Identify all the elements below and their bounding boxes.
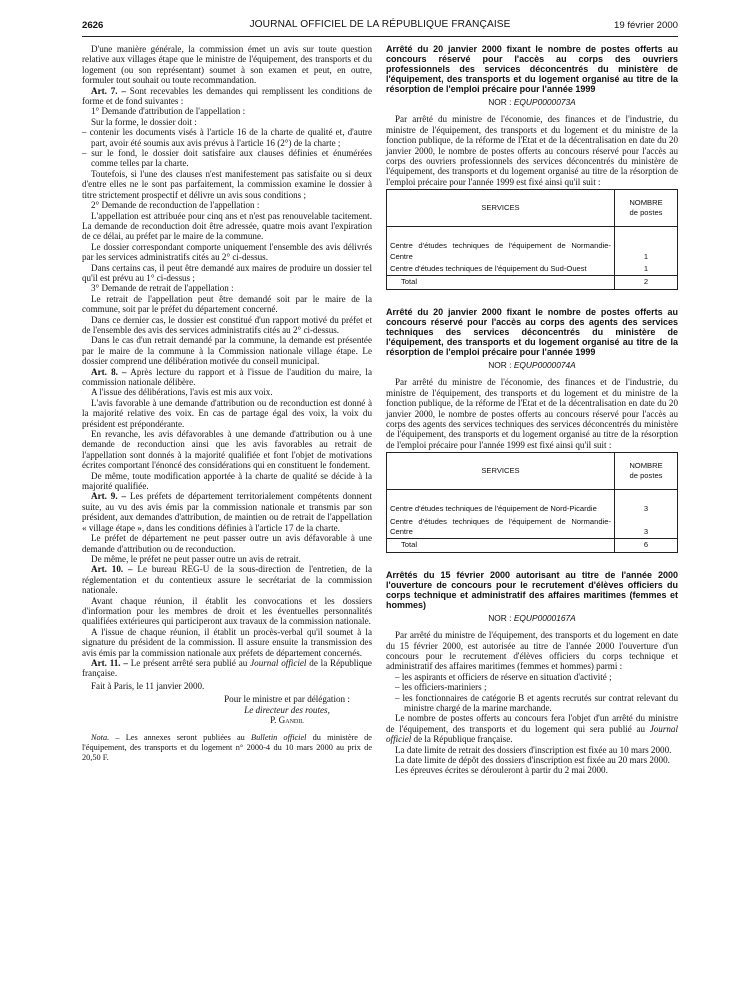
column-header-services: SERVICES xyxy=(387,453,615,490)
table-cell-total: Total xyxy=(387,539,615,552)
service-name: Centre d'études techniques de l'équipement de Normandie-Centre xyxy=(390,241,611,261)
column-header-nombre xyxy=(615,190,678,227)
article-text: Le présent arrêté sera publié au xyxy=(127,657,251,668)
spacer xyxy=(386,562,678,570)
list-item: – sur le fond, le dossier doit satisfaire aux clauses définies et énumérées comme telles par la charte. xyxy=(82,148,372,169)
article-text: Le bureau REG-U de la sous-direction de l'entretien, de la réglementation et du contentieux assure le secrétariat de la commission nationale. xyxy=(82,564,372,596)
paragraph: Toutefois, si l'une des clauses n'est manifestement pas satisfaite ou si deux d'entre elles ne le sont pas parfaitement, la commission examine le dossier à titre strictement prospectif et délivre un avis sous conditions ; xyxy=(82,168,372,200)
bulletin-name: Bulletin officiel xyxy=(251,733,307,743)
article-label: Art. 7. – xyxy=(91,85,126,96)
paragraph: L'appellation est attribuée pour cinq ans et n'est pas renouvelable tacitement. La demande de reconduction doit être adressée, quatre mois avant l'expiration de ce délai, au préfet par le maire de la commune. xyxy=(82,210,372,242)
paragraph: Avant chaque réunion, il établit les convocations et les dossiers d'information pour les membres de droit et les éventuelles personnalités qualifiées extérieures qui participeront aux travaux de la commission nationale. xyxy=(82,595,372,627)
text: Le nombre de postes offerts au concours fera l'objet d'un arrêté du ministre de l'équipement, des transports et du logement qui sera publié au xyxy=(386,713,678,734)
paragraph: La date limite de retrait des dossiers d'inscription est fixée au 10 mars 2000. xyxy=(395,744,672,755)
paragraph: L'avis favorable à une demande d'attribution ou de reconduction est donné à la majorité relative des voix. En cas de partage égal des voix, la voix du président est prépondérante. xyxy=(82,397,372,429)
signature-line-2 xyxy=(82,705,372,715)
paragraph: D'une manière générale, la commission émet un avis sur toute question relative aux villages étape que le ministre de l'équipement, des transports et du logement (ou son représentant) soumet à son examen et peut, en outre, formuler tout souhait ou toute recommandation. xyxy=(82,44,372,86)
header-line: NOMBRE xyxy=(629,460,663,470)
paragraph: Les épreuves écrites se dérouleront à partir du 2 mai 2000. xyxy=(395,765,608,776)
paragraph: La date limite de dépôt des dossiers d'inscription est fixée au 20 mars 2000. xyxy=(395,755,670,766)
posts-table xyxy=(386,189,678,290)
nor-label: NOR : xyxy=(488,612,514,623)
header-line: de postes xyxy=(629,208,663,218)
header-line: NOMBRE xyxy=(629,197,663,207)
section-title: Arrêté du 20 janvier 2000 fixant le nombre de postes offerts au concours réservé pour l'accès au corps des ouvriers professionnels des services déconcentrés du ministère de l'équipement, des transports et du logement organisé au titre de la résorption de l'emploi précaire pour l'année 1999 xyxy=(386,44,678,94)
table-cell-count: 1 xyxy=(615,227,678,263)
nor-code: EQUP0000167A xyxy=(513,612,576,623)
table-cell-service xyxy=(387,516,615,539)
paragraph: A l'issue des délibérations, l'avis est mis aux voix. xyxy=(91,387,273,398)
issue-date: 19 février 2000 xyxy=(614,20,678,31)
table-cell-count: 3 xyxy=(615,516,678,539)
column-header-services: SERVICES xyxy=(387,190,615,227)
note-text: – Les annexes seront publiées au xyxy=(109,733,251,743)
table-cell-total-count: 6 xyxy=(615,539,678,552)
article-label: Art. 8. – xyxy=(91,366,127,377)
signature-name: P. Gandil xyxy=(270,715,304,725)
paragraph: 1° Demande d'attribution de l'appellation : xyxy=(91,106,246,117)
paragraph: Par arrêté du ministre de l'économie, des finances et de l'industrie, du ministre de l'équipement, des transports et du logement et du ministre de la fonction publique, de la réforme de l'Etat et de la décentralisation en date du 20 janvier 2000, le nombre de postes offerts au concours réservé pour l'accès au corps des agents des services techniques des services déconcentrés du ministère de l'équipement, des transports et du logement organisé au titre de la résorption de l'emploi précaire pour l'année 1999 est fixé ainsi qu'il suit : xyxy=(386,377,678,450)
nor-code: EQUP0000074A xyxy=(513,359,576,370)
list-item: – les officiers-mariniers ; xyxy=(395,682,487,693)
signature-date: Fait à Paris, le 11 janvier 2000. xyxy=(91,680,205,691)
list-item: – les aspirants et officiers de réserve en situation d'activité ; xyxy=(395,671,612,682)
signature-title: Le directeur des routes, xyxy=(244,704,330,715)
journal-name: Journal officiel xyxy=(250,657,307,668)
journal-name: Journal officiel xyxy=(386,723,678,745)
article-11 xyxy=(82,658,372,679)
text: de la République française. xyxy=(411,734,513,745)
paragraph: Dans le cas d'un retrait demandé par la commune, la demande est présentée par le maire de la commune à la Commission nationale village étape. Le dossier comprend une délibération motivée du conseil municipal. xyxy=(82,335,372,367)
list-item: – les fonctionnaires de catégorie B et agents recrutés sur contrat relevant du ministre chargé de la marine marchande. xyxy=(395,692,678,713)
paragraph: 2° Demande de reconduction de l'appellation : xyxy=(91,200,260,211)
paragraph: Dans ce dernier cas, le dossier est constitué d'un rapport motivé du préfet et de l'ensemble des avis des services administratifs cités au 2° ci-dessus. xyxy=(82,314,372,335)
right-column xyxy=(386,44,678,776)
paragraph: Dans certains cas, il peut être demandé aux maires de produire un dossier tel qu'il est prévu au 1° ci-dessus ; xyxy=(82,262,372,283)
table-cell-total: Total xyxy=(387,276,615,289)
paragraph: Le préfet de département ne peut passer outre un avis défavorable à une demande d'attribution ou de reconduction. xyxy=(82,533,372,554)
article-7 xyxy=(82,86,372,107)
service-name: Centre d'études techniques de l'équipement de Normandie-Centre xyxy=(390,516,611,536)
paragraph: De même, le préfet ne peut passer outre un avis de retrait. xyxy=(91,553,301,564)
note-label: Nota. xyxy=(91,733,110,743)
article-9 xyxy=(82,491,372,533)
paragraph: De même, toute modification apportée à la charte de qualité se décide à la majorité qualifiée. xyxy=(82,470,372,492)
section-title: Arrêtés du 15 février 2000 autorisant au titre de l'année 2000 l'ouverture de concours pour le recrutement d'élèves officiers du corps technique et administratif des affaires maritimes (femmes et hommes) xyxy=(386,569,678,610)
article-label: Art. 10. – xyxy=(91,564,133,575)
service-name: Centre d'études techniques de l'équipement du Sud-Ouest xyxy=(390,264,587,274)
paragraph: Sur la forme, le dossier doit : xyxy=(91,116,197,127)
header-rule xyxy=(82,36,678,37)
article-text: de la République française. xyxy=(82,657,372,679)
paragraph: A l'issue de chaque réunion, il établit un procès-verbal qu'il soumet à la signature du président de la commission. Il assure ensuite la transmission des avis émis par la commission nationale aux préfets de département concernés. xyxy=(82,626,372,658)
paragraph: Par arrêté du ministre de l'équipement, des transports et du logement en date du 15 février 2000, est autorisée au titre de l'année 2000 l'ouverture d'un concours pour le recrutement d'élèves officiers du corps technique et administratif des affaires maritimes (femmes et hommes) parmi : xyxy=(386,630,678,672)
header-line: de postes xyxy=(629,471,663,481)
paragraph: 3° Demande de retrait de l'appellation : xyxy=(91,283,234,294)
nor-label: NOR : xyxy=(488,97,514,107)
article-10 xyxy=(82,564,372,595)
nor-label: NOR : xyxy=(488,359,514,370)
note-text: du ministère de l'équipement, des transports et du logement n° 2000-4 du 10 mars 2000 au prix de 20,50 F. xyxy=(82,733,372,762)
article-text: Les préfets de département territorialement compétents donnent suite, au vu des avis émis par la commission nationale et transmis par son président, aux demandes d'attribution, de maintien ou de retrait de l'appellation « village étape », dans les conditions définies à l'article 17 de la charte. xyxy=(82,491,372,533)
signature-line-1: Pour le ministre et par délégation : xyxy=(224,694,350,705)
paragraph: Le retrait de l'appellation peut être demandé soit par le maire de la commune, soit par le préfet du département concerné. xyxy=(82,293,372,315)
section-title: Arrêté du 20 janvier 2000 fixant le nombre de postes offerts au concours réservé pour l'accès au corps des agents des services techniques des services déconcentrés du ministère de l'équipement, des transports et du logement organisé au titre de la résorption de l'emploi précaire pour l'année 1999 xyxy=(386,306,678,357)
article-label: Art. 11. – xyxy=(91,657,128,668)
table-cell-service xyxy=(387,490,615,516)
paragraph: En revanche, les avis défavorables à une demande d'attribution ou à une demande de reconduction ainsi que les avis favorables au retrait de l'appellation sont donnés à la majorité qualifiée et font l'objet de motivations écrites comportant l'énoncé des considérations qui en constituent le fondement. xyxy=(82,429,372,471)
service-name: Centre d'études techniques de l'équipement de Nord-Picardie xyxy=(390,504,597,514)
journal-title: JOURNAL OFFICIEL DE LA RÉPUBLIQUE FRANÇAISE xyxy=(249,19,511,30)
footnote xyxy=(82,733,372,762)
table-cell-total-count: 2 xyxy=(615,276,678,289)
article-text: Après lecture du rapport et à l'issue de l'audition du maire, la commission nationale délibère. xyxy=(82,366,372,387)
nor-reference xyxy=(386,360,678,370)
table-cell-service xyxy=(387,227,615,263)
posts-table xyxy=(386,452,678,553)
list-item: – contenir les documents visés à l'article 16 de la charte de qualité et, d'autre part, avoir été soumis aux avis prévus à l'article 16 (2°) de la charte ; xyxy=(82,127,372,148)
article-label: Art. 9. – xyxy=(91,491,127,502)
table-cell-count: 1 xyxy=(615,263,678,276)
page-header xyxy=(82,18,678,34)
nor-code: EQUP0000073A xyxy=(513,97,576,107)
paragraph: Le dossier correspondant comporte uniquement l'ensemble des avis délivrés par les services administratifs cités au 2° ci-dessus. xyxy=(82,241,372,263)
article-text: Sont recevables les demandes qui remplissent les conditions de forme et de fond suivantes : xyxy=(82,85,373,107)
page-number: 2626 xyxy=(82,20,104,31)
nor-reference xyxy=(386,97,678,107)
article-8 xyxy=(82,367,372,388)
paragraph: Par arrêté du ministre de l'économie, des finances et de l'industrie, du ministre de l'équipement, des transports et du logement et du ministre de la fonction publique, de la réforme de l'Etat et de la décentralisation en date du 20 janvier 2000, le nombre de postes offerts au concours réservé pour l'accès au corps des ouvriers professionnels des services déconcentrés du ministère de l'équipement, des transports et du logement organisé au titre de la résorption de l'emploi précaire pour l'année 1999 est fixé ainsi qu'il suit : xyxy=(386,114,678,187)
table-cell-service xyxy=(387,263,615,276)
paragraph xyxy=(386,713,678,744)
nor-reference xyxy=(386,613,678,623)
column-header-nombre xyxy=(615,453,678,490)
left-column xyxy=(82,44,372,762)
table-cell-count: 3 xyxy=(615,490,678,516)
spacer xyxy=(386,299,678,307)
